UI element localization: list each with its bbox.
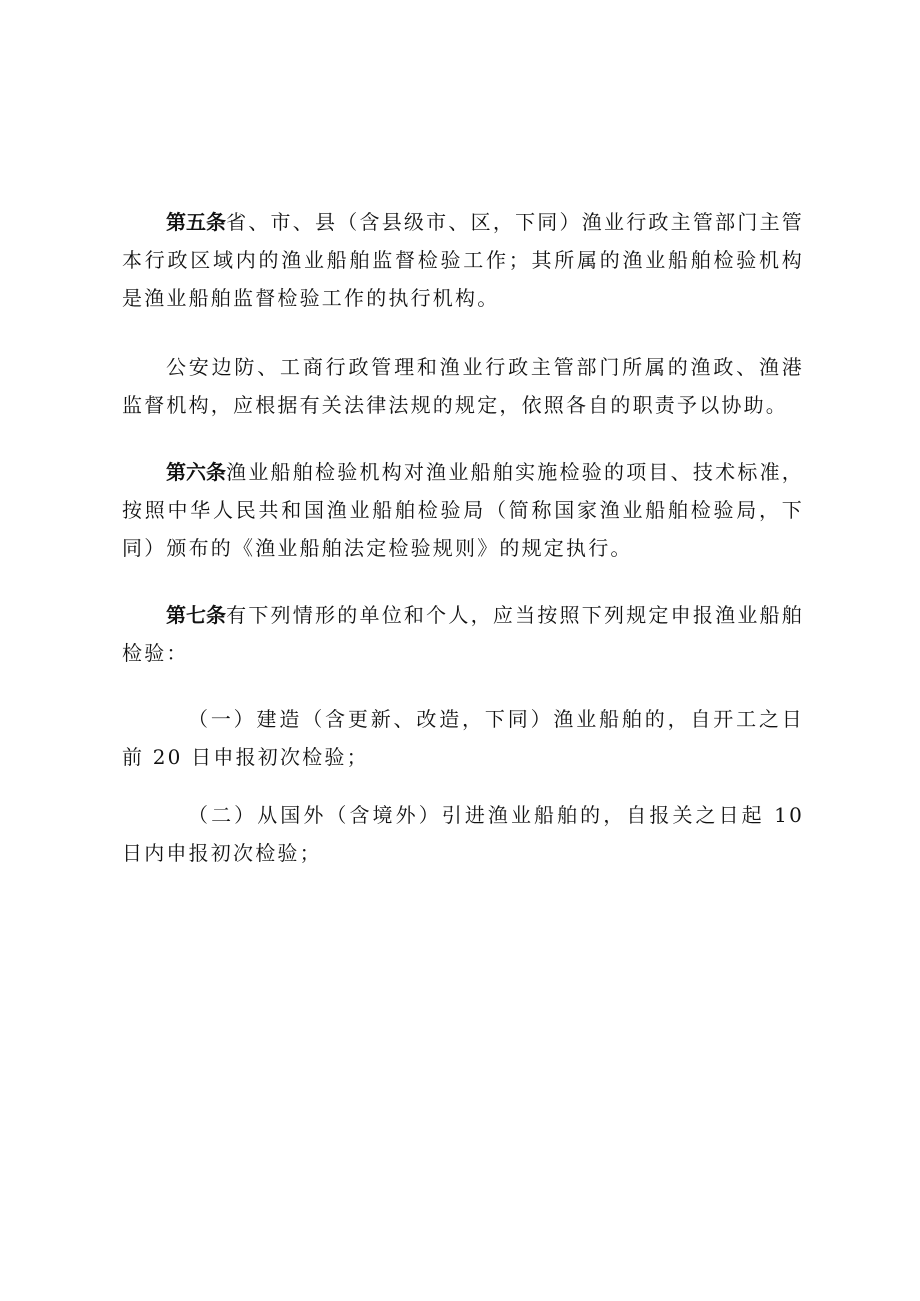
article-7-heading: 第七条: [166, 603, 227, 627]
article-5-clause-2-paragraph: [122, 348, 804, 424]
article-7-paragraph: [122, 596, 804, 672]
article-6-text: 渔业船舶检验机构对渔业船舶实施检验的项目、技术标准，按照中华人民共和国渔业船舶检验局（简称国家渔业船舶检验局，下同）颁布的《渔业船舶法定检验规则》的规定执行。: [122, 460, 805, 560]
article-5-clause-2-text: 公安边防、工商行政管理和渔业行政主管部门所属的渔政、渔港监督机构，应根据有关法律法规的规定，依照各自的职责予以协助。: [122, 355, 804, 417]
article-5-heading: 第五条: [166, 210, 227, 234]
article-6-heading: 第六条: [166, 460, 227, 484]
article-7-text: 有下列情形的单位和个人，应当按照下列规定申报渔业船舶检验：: [122, 603, 805, 665]
article-5-paragraph: [122, 203, 804, 317]
article-7-item-2-text: （二）从国外（含境外）引进渔业船舶的，自报关之日起 10 日内申报初次检验；: [122, 803, 804, 865]
article-5-text: 省、市、县（含县级市、区，下同）渔业行政主管部门主管本行政区域内的渔业船舶监督检验工作；其所属的渔业船舶检验机构是渔业船舶监督检验工作的执行机构。: [122, 210, 805, 310]
article-7-item-2-paragraph: [122, 796, 804, 872]
article-7-item-1-text: （一）建造（含更新、改造，下同）渔业船舶的，自开工之日前 20 日申报初次检验；: [122, 707, 804, 769]
article-6-paragraph: [122, 453, 804, 567]
article-7-item-1-paragraph: [122, 700, 804, 776]
